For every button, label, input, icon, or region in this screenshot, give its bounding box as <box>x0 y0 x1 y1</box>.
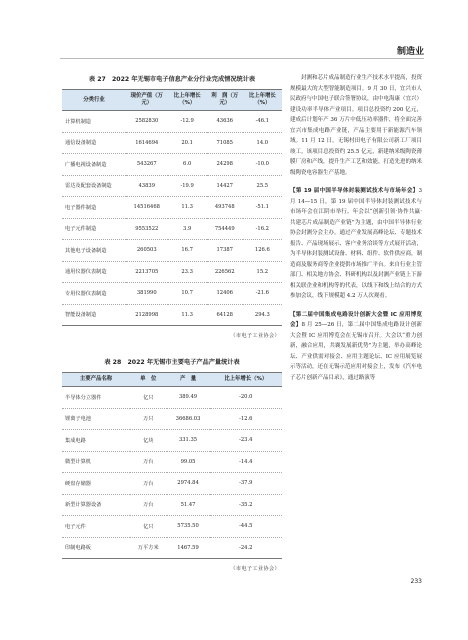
table28-row <box>62 516 282 538</box>
table27-cell: 通用仪器仪表制造 <box>62 261 126 283</box>
article-section <box>290 186 422 302</box>
table28-cell: 硬盘存储器 <box>62 473 130 495</box>
table28-header: 主要产品名称 <box>62 373 130 387</box>
table27-cell: 电子器件制造 <box>62 197 126 219</box>
table28-cell: 亿只 <box>130 387 167 409</box>
section-header: 制造业 <box>396 47 424 57</box>
table28-cell: 99.05 <box>167 451 210 473</box>
table27-cell: 381990 <box>126 283 168 305</box>
table27-cell: 260503 <box>126 240 168 262</box>
table27-row <box>62 154 282 176</box>
table27-cell: 6.0 <box>168 154 207 176</box>
table28-cell: 36686.03 <box>167 408 210 430</box>
table27-cell: -19.9 <box>168 175 207 197</box>
table27-cell: -16.2 <box>243 218 282 240</box>
table27-cell: 2582830 <box>126 111 168 133</box>
table27-cell: 专用仪器仪表制造 <box>62 283 126 305</box>
table28-cell: -12.6 <box>210 408 282 430</box>
table27-cell: 16.7 <box>168 240 207 262</box>
table27-cell: 15.2 <box>243 261 282 283</box>
table27-cell: 11.3 <box>168 304 207 326</box>
page-number: 233 <box>410 578 422 585</box>
article-section <box>290 310 422 384</box>
table27-row <box>62 304 282 326</box>
table28-cell: -24.2 <box>210 537 282 559</box>
table28-cell: 1467.59 <box>167 537 210 559</box>
table28-cell: 万台 <box>130 451 167 473</box>
table27-cell: 广播电视设备制造 <box>62 154 126 176</box>
table27-row <box>62 261 282 283</box>
table28-cell: -37.9 <box>210 473 282 495</box>
table27-cell: 9553522 <box>126 218 168 240</box>
table27-cell: 2213705 <box>126 261 168 283</box>
table27-cell: -12.9 <box>168 111 207 133</box>
table27-cell: 12406 <box>207 283 243 305</box>
table28-cell: -35.2 <box>210 494 282 516</box>
table28-cell: 5735.50 <box>167 516 210 538</box>
header-divider <box>60 58 424 59</box>
table27-cell: -21.6 <box>243 283 282 305</box>
table27-header: 利 润（万元） <box>207 90 243 111</box>
right-column <box>290 73 422 387</box>
table28-row <box>62 537 282 559</box>
table27-row <box>62 111 282 133</box>
table27-cell: 通信设备制造 <box>62 132 126 154</box>
table28-row <box>62 387 282 409</box>
table27-cell: -10.0 <box>243 154 282 176</box>
table28-header: 产 量 <box>167 373 210 387</box>
table28-row <box>62 473 282 495</box>
table28-cell: 亿块 <box>130 430 167 452</box>
table27-cell: 226562 <box>207 261 243 283</box>
table28 <box>62 372 282 559</box>
table27-cell: 10.7 <box>168 283 207 305</box>
table28-cell: 万平方米 <box>130 537 167 559</box>
table27-cell: 20.1 <box>168 132 207 154</box>
table27 <box>62 89 282 326</box>
article-paragraph: 封测和芯片成品制造行业生产技术水平提高，投资规模最大的大型智能制造项目。9 月 30 日，宜兴市人民政府与中国电子联合签署协议，由中电海康（宜兴）建设功率半导体产业项目。项目总投资约 200 亿元，建成后计划年产 36 万片中低压功率器件，将全面完善宜兴市集成电路产业链，产品主要用于新能源汽车领域。11 月 12 日，无锡村田电子有限公司新工厂项目竣工，该项目总投资约 25.5 亿元，新建纳米级陶瓷薄膜厂房和产线，提升生产工艺和效能，打造先进的纳米级陶瓷电容器生产基地。 <box>290 75 423 176</box>
table28-row <box>62 451 282 473</box>
table28-cell: 新型计算器设备 <box>62 494 130 516</box>
table28-cell: 锂离子电池 <box>62 408 130 430</box>
article-heading: 【第 19 届中国半导体封装测试技术与市场年会】 <box>290 188 419 194</box>
table28-row <box>62 430 282 452</box>
table27-row <box>62 218 282 240</box>
table28-cell: 389.49 <box>167 387 210 409</box>
table27-header: 比上年增长（%） <box>168 90 207 111</box>
table28-cell: 万台 <box>130 473 167 495</box>
table27-cell: 1614694 <box>126 132 168 154</box>
table27-cell: 43636 <box>207 111 243 133</box>
table28-cell: 51.47 <box>167 494 210 516</box>
table27-header: 现价产值（万元） <box>126 90 168 111</box>
table27-cell: 126.6 <box>243 240 282 262</box>
table28-cell: 万只 <box>130 408 167 430</box>
table28-cell: 电子元件 <box>62 516 130 538</box>
table27-header: 比上年增长（%） <box>243 90 282 111</box>
table27-cell: 754449 <box>207 218 243 240</box>
table28-row <box>62 408 282 430</box>
table28-cell: -14.4 <box>210 451 282 473</box>
table28-cell: 半导体分立器件 <box>62 387 130 409</box>
table27-cell: -51.1 <box>243 197 282 219</box>
table27-cell: 电子元件制造 <box>62 218 126 240</box>
table27-cell: 24298 <box>207 154 243 176</box>
table27-cell: 3.9 <box>168 218 207 240</box>
table28-cell: 印制电路板 <box>62 537 130 559</box>
table28-source: （市电子工业协会） <box>230 566 280 572</box>
table28-cell: 集成电路 <box>62 430 130 452</box>
table27-cell: 14516468 <box>126 197 168 219</box>
table27-row <box>62 132 282 154</box>
table27-row <box>62 197 282 219</box>
table27-cell: 71085 <box>207 132 243 154</box>
left-column <box>62 70 282 572</box>
table27-cell: 计算机制造 <box>62 111 126 133</box>
table27-cell: -46.1 <box>243 111 282 133</box>
article-text: 8 月 25—26 日，第二届中国集成电路设计创新大会暨 IC 应用博览会在无锡市召开。大会以“重力创新，融合应用，共襄发展新优势”为主题，举办高峰论坛、产业供需对接会、应用主题论坛、IC 应用展览展示等活动，还在无锡示范应用对接会上，发布《汽车电子芯片创新产品目录》，通过路演等 <box>290 322 423 381</box>
table27-header: 分类行业 <box>62 90 126 111</box>
table27-cell: 智能设备制造 <box>62 304 126 326</box>
table27-cell: 543267 <box>126 154 168 176</box>
table27-cell: 17387 <box>207 240 243 262</box>
table27-row <box>62 240 282 262</box>
table28-cell: 2974.84 <box>167 473 210 495</box>
table27-cell: 294.3 <box>243 304 282 326</box>
table27-title: 表 27 2022 年无锡市电子信息产业分行业完成情况统计表 <box>88 76 256 83</box>
article-text: 3 月 14—15 日，第 19 届中国半导体封装测试技术与市场年会在江阴市举行。年会以“创新引领·协作共赢·共建芯片成品制造产业链”为主题，由中国半导体行业协会封测分会主办。通过产业发展高峰论坛、专题技术报告、产品现场展示、客户业务洽谈等方式展开活动，为半导体封装测试设备、材料、组件、软件供应商，制造商及服务商等企业提供市场推广平台。来自行业主管部门、相关地方协会、科研机构以及封测产业链上下游相关联企业和机构等的代表，以线下和线上结合的方式参加会议，线下规模超 4.2 万人次观看。 <box>290 188 423 299</box>
table27-cell: 64128 <box>207 304 243 326</box>
table27-cell: 493748 <box>207 197 243 219</box>
table27-cell: 14.0 <box>243 132 282 154</box>
table27-cell: 43839 <box>126 175 168 197</box>
table27-source: （市电子工业协会） <box>230 333 280 339</box>
table27-cell: 25.5 <box>243 175 282 197</box>
table28-cell: 331.35 <box>167 430 210 452</box>
table28-cell: -23.4 <box>210 430 282 452</box>
table28-title: 表 28 2022 年无锡市主要电子产品产量统计表 <box>104 359 240 366</box>
table27-cell: 11.3 <box>168 197 207 219</box>
table27-cell: 其他电子设备制造 <box>62 240 126 262</box>
table28-cell: -20.0 <box>210 387 282 409</box>
table27-cell: 23.3 <box>168 261 207 283</box>
table27-cell: 雷达及配套设备制造 <box>62 175 126 197</box>
table28-cell: -44.5 <box>210 516 282 538</box>
article-heading: 【第二届中国集成电路设计创新大会暨 IC 应用博览会】 <box>290 311 422 328</box>
table27-cell: 14427 <box>207 175 243 197</box>
table28-cell: 万台 <box>130 494 167 516</box>
table28-cell: 微型计算机 <box>62 451 130 473</box>
table27-row <box>62 283 282 305</box>
table28-header: 单 位 <box>130 373 167 387</box>
table28-header: 比上年增长（%） <box>210 373 282 387</box>
table28-cell: 亿只 <box>130 516 167 538</box>
table28-row <box>62 494 282 516</box>
table27-row <box>62 175 282 197</box>
table27-cell: 2128998 <box>126 304 168 326</box>
